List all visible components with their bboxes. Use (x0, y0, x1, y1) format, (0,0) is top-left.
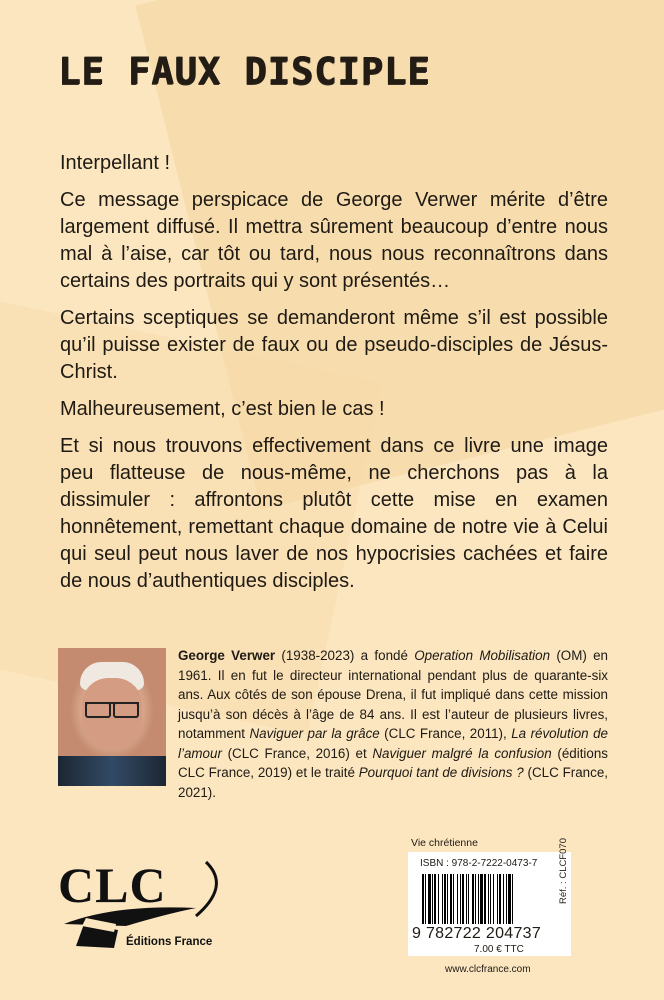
publisher-url: www.clcfrance.com (445, 964, 531, 975)
price: 7.00 € TTC (474, 944, 524, 955)
barcode (422, 874, 550, 926)
book-title-italic: La révolution de l’amour (178, 726, 608, 761)
blurb-paragraph: Ce message perspicace de George Verwer mérite d’être largement diffusé. Il mettra sûrement beaucoup d’entre nous mal à l’aise, car tôt ou tard, nous nous reconnaîtrons dans certains des portraits qui y sont présentés… (60, 189, 608, 292)
author-photo (58, 648, 166, 786)
barcode-digits: 9 782722 204737 (412, 925, 542, 942)
logo-subtitle: Éditions France (126, 936, 213, 948)
blurb-paragraph: Malheureusement, c’est bien le cas ! (60, 398, 385, 420)
bio-text: (éditions CLC France, 2019) et le traité (178, 745, 608, 780)
book-title: LE FAUX DISCIPLE (58, 50, 431, 93)
bio-text: (CLC France, 2016) et (221, 745, 373, 761)
author-bio (178, 646, 608, 802)
blurb-paragraph: Interpellant ! (60, 152, 171, 174)
logo-text: CLC (58, 857, 167, 913)
book-title-italic: Operation Mobilisation (414, 648, 551, 663)
author-name: George Verwer (178, 648, 276, 663)
blurb-paragraph: Certains sceptiques se demanderont même s’il est possible qu’il puisse exister de faux ou de pseudo-disciples de Jésus-Christ. (60, 307, 608, 383)
book-title-italic: Naviguer par la grâce (249, 726, 380, 741)
blurb-paragraph: Et si nous trouvons effectivement dans ce livre une image peu flatteuse de nous-même, ne cherchons pas à la dissimuler : affrontons plutôt cette mise en examen honnêtement, remettant chaque domaine de notre vie à Celui qui seul peut nous laver de nos hypocrisies cachées et faire de nous d’authentiques disciples. (60, 435, 608, 592)
bio-text: (CLC France, 2011), (379, 726, 512, 741)
reference-code: Réf. : CLCF070 (558, 838, 569, 904)
blurb (60, 150, 608, 605)
publisher-logo (56, 856, 231, 956)
bio-text: (1938-2023) a fondé (275, 648, 415, 663)
bio-text: (CLC France, 2021). (178, 765, 608, 800)
isbn-text: ISBN : 978-2-7222-0473-7 (420, 858, 538, 869)
genre-label: Vie chrétienne (411, 837, 478, 849)
bio-text: (OM) en 1961. Il en fut le directeur international pendant plus de quarante-six ans. Aux côtés de son épouse Drena, il fut impliqué dans cette mission jusqu’à son décès à l’âge de 84 ans. Il est l’auteur de plusieurs livres, notamment (178, 648, 609, 741)
book-title-italic: Pourquoi tant de divisions ? (358, 765, 524, 780)
book-title-italic: Naviguer malgré la confusion (372, 745, 552, 761)
